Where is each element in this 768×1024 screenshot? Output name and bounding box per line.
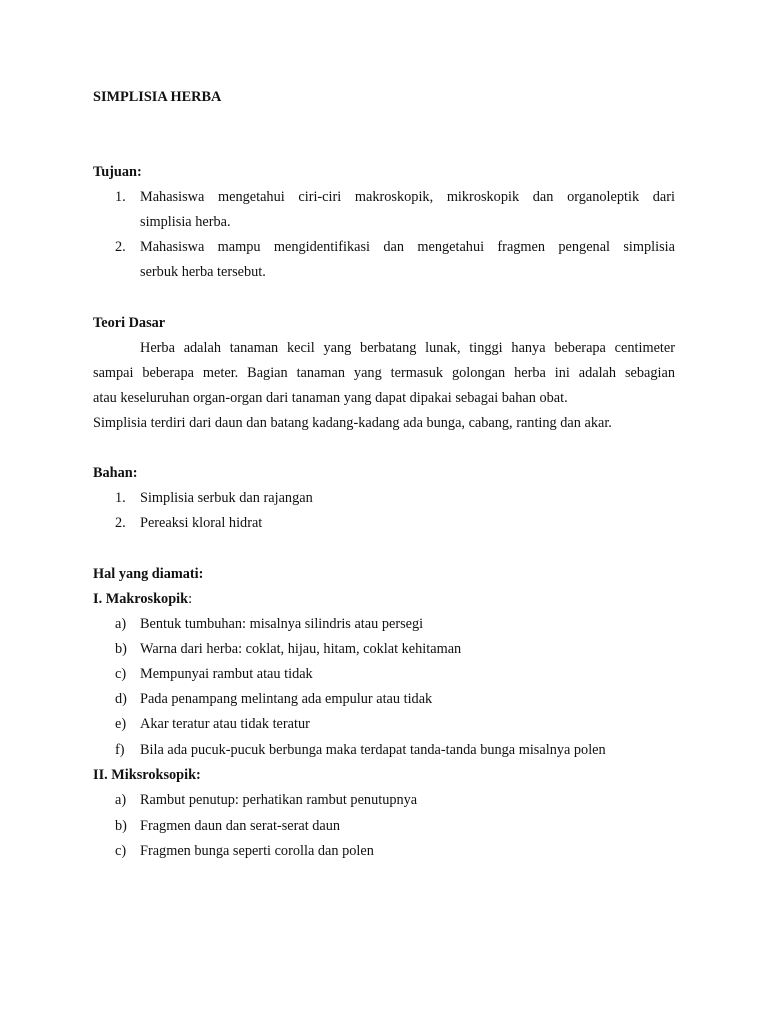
list-item-text: simplisia herba.: [140, 214, 231, 230]
list-marker: a): [115, 616, 127, 632]
list-marker: 1.: [115, 189, 126, 205]
teori-line-2: sampai beberapa meter. Bagian tanaman yang termasuk golongan herba ini adalah sebagian: [93, 365, 675, 381]
list-marker: 2.: [115, 239, 126, 255]
makro-heading: I. Makroskopik: [93, 591, 189, 607]
list-item-text: Mempunyai rambut atau tidak: [140, 666, 313, 682]
bahan-heading: Bahan:: [93, 465, 138, 481]
list-marker: b): [115, 818, 127, 834]
document-title: SIMPLISIA HERBA: [93, 89, 222, 105]
hal-heading: Hal yang diamati:: [93, 566, 204, 582]
list-item-text: Mahasiswa mampu mengidentifikasi dan mengetahui fragmen pengenal simplisia: [140, 239, 675, 255]
teori-line-1: Herba adalah tanaman kecil yang berbatang lunak, tinggi hanya beberapa centimeter: [140, 340, 675, 356]
list-marker: e): [115, 716, 127, 732]
list-marker: c): [115, 666, 127, 682]
tujuan-heading: Tujuan:: [93, 164, 142, 180]
list-marker: a): [115, 792, 127, 808]
list-item-text: Warna dari herba: coklat, hijau, hitam, coklat kehitaman: [140, 641, 462, 657]
list-item-text: Akar teratur atau tidak teratur: [140, 716, 310, 732]
list-marker: c): [115, 843, 127, 859]
list-item-text: Rambut penutup: perhatikan rambut penutupnya: [140, 792, 418, 808]
list-marker: d): [115, 691, 127, 707]
teori-line-3: atau keseluruhan organ-organ dari tanaman yang dapat dipakai sebagai bahan obat.: [93, 390, 568, 406]
list-item-text: Simplisia serbuk dan rajangan: [140, 490, 313, 506]
list-marker: 2.: [115, 515, 126, 531]
teori-heading: Teori Dasar: [93, 315, 166, 331]
mikro-heading: II. Miksroksopik:: [93, 767, 201, 783]
makro-heading-line: [93, 591, 675, 608]
list-item-text: Bila ada pucuk-pucuk berbunga maka terdapat tanda-tanda bunga misalnya polen: [140, 742, 606, 758]
teori-line-4: Simplisia terdiri dari daun dan batang kadang-kadang ada bunga, cabang, ranting dan akar.: [93, 415, 612, 431]
list-item-text: Mahasiswa mengetahui ciri-ciri makroskopik, mikroskopik dan organoleptik dari: [140, 189, 675, 205]
list-item-text: Fragmen bunga seperti corolla dan polen: [140, 843, 374, 859]
list-item-text: Fragmen daun dan serat-serat daun: [140, 818, 341, 834]
list-item-text: serbuk herba tersebut.: [140, 264, 266, 280]
list-item-text: Bentuk tumbuhan: misalnya silindris atau persegi: [140, 616, 424, 632]
document-page: [93, 0, 675, 1024]
makro-heading-suffix: :: [188, 591, 193, 607]
list-marker: 1.: [115, 490, 126, 506]
list-item-text: Pada penampang melintang ada empulur atau tidak: [140, 691, 433, 707]
list-marker: b): [115, 641, 127, 657]
list-item-text: Pereaksi kloral hidrat: [140, 515, 263, 531]
list-marker: f): [115, 742, 125, 758]
